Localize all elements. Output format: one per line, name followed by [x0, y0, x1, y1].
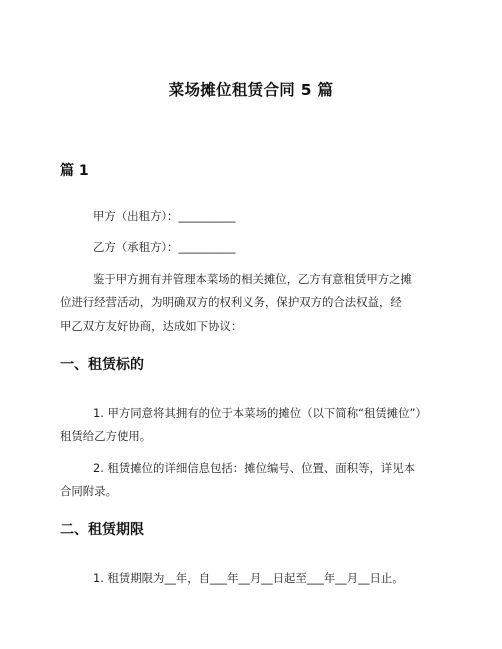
party-a-line	[93, 209, 235, 223]
preamble-line-2: 位进行经营活动，为明确双方的权利义务，保护双方的合法权益，经	[60, 295, 402, 309]
section-1-clause-2-line-2: 合同附录。	[60, 484, 117, 498]
section-1-clause-1-line-1: 1. 甲方同意将其拥有的位于本菜场的摊位（以下简称“租赁摊位”）	[93, 406, 427, 420]
party-a-label: 甲方（出租方）：	[93, 209, 179, 223]
section-2-clause-1-line-1: 1. 租赁期限为__年，自___年__月__日起至___年__月__日止。	[93, 571, 404, 585]
party-b-value: __________	[178, 240, 236, 254]
party-b-label: 乙方（承租方）：	[93, 240, 179, 254]
party-b-line	[93, 240, 235, 254]
section-1-heading: 一、租赁标的	[60, 357, 144, 373]
section-1-clause-1-line-2: 租赁给乙方使用。	[60, 429, 152, 443]
section-1-clause-2-line-1: 2. 租赁摊位的详细信息包括：摊位编号、位置、面积等，详见本	[93, 461, 416, 475]
part-heading: 篇 1	[60, 163, 89, 179]
party-a-value: __________	[178, 209, 236, 223]
preamble-line-3: 甲乙双方友好协商，达成如下协议：	[60, 319, 243, 333]
preamble-line-1: 鉴于甲方拥有并管理本菜场的相关摊位，乙方有意租赁甲方之摊	[93, 272, 412, 286]
section-2-heading: 二、租赁期限	[60, 522, 144, 538]
document-title: 菜场摊位租赁合同 5 篇	[168, 81, 334, 99]
